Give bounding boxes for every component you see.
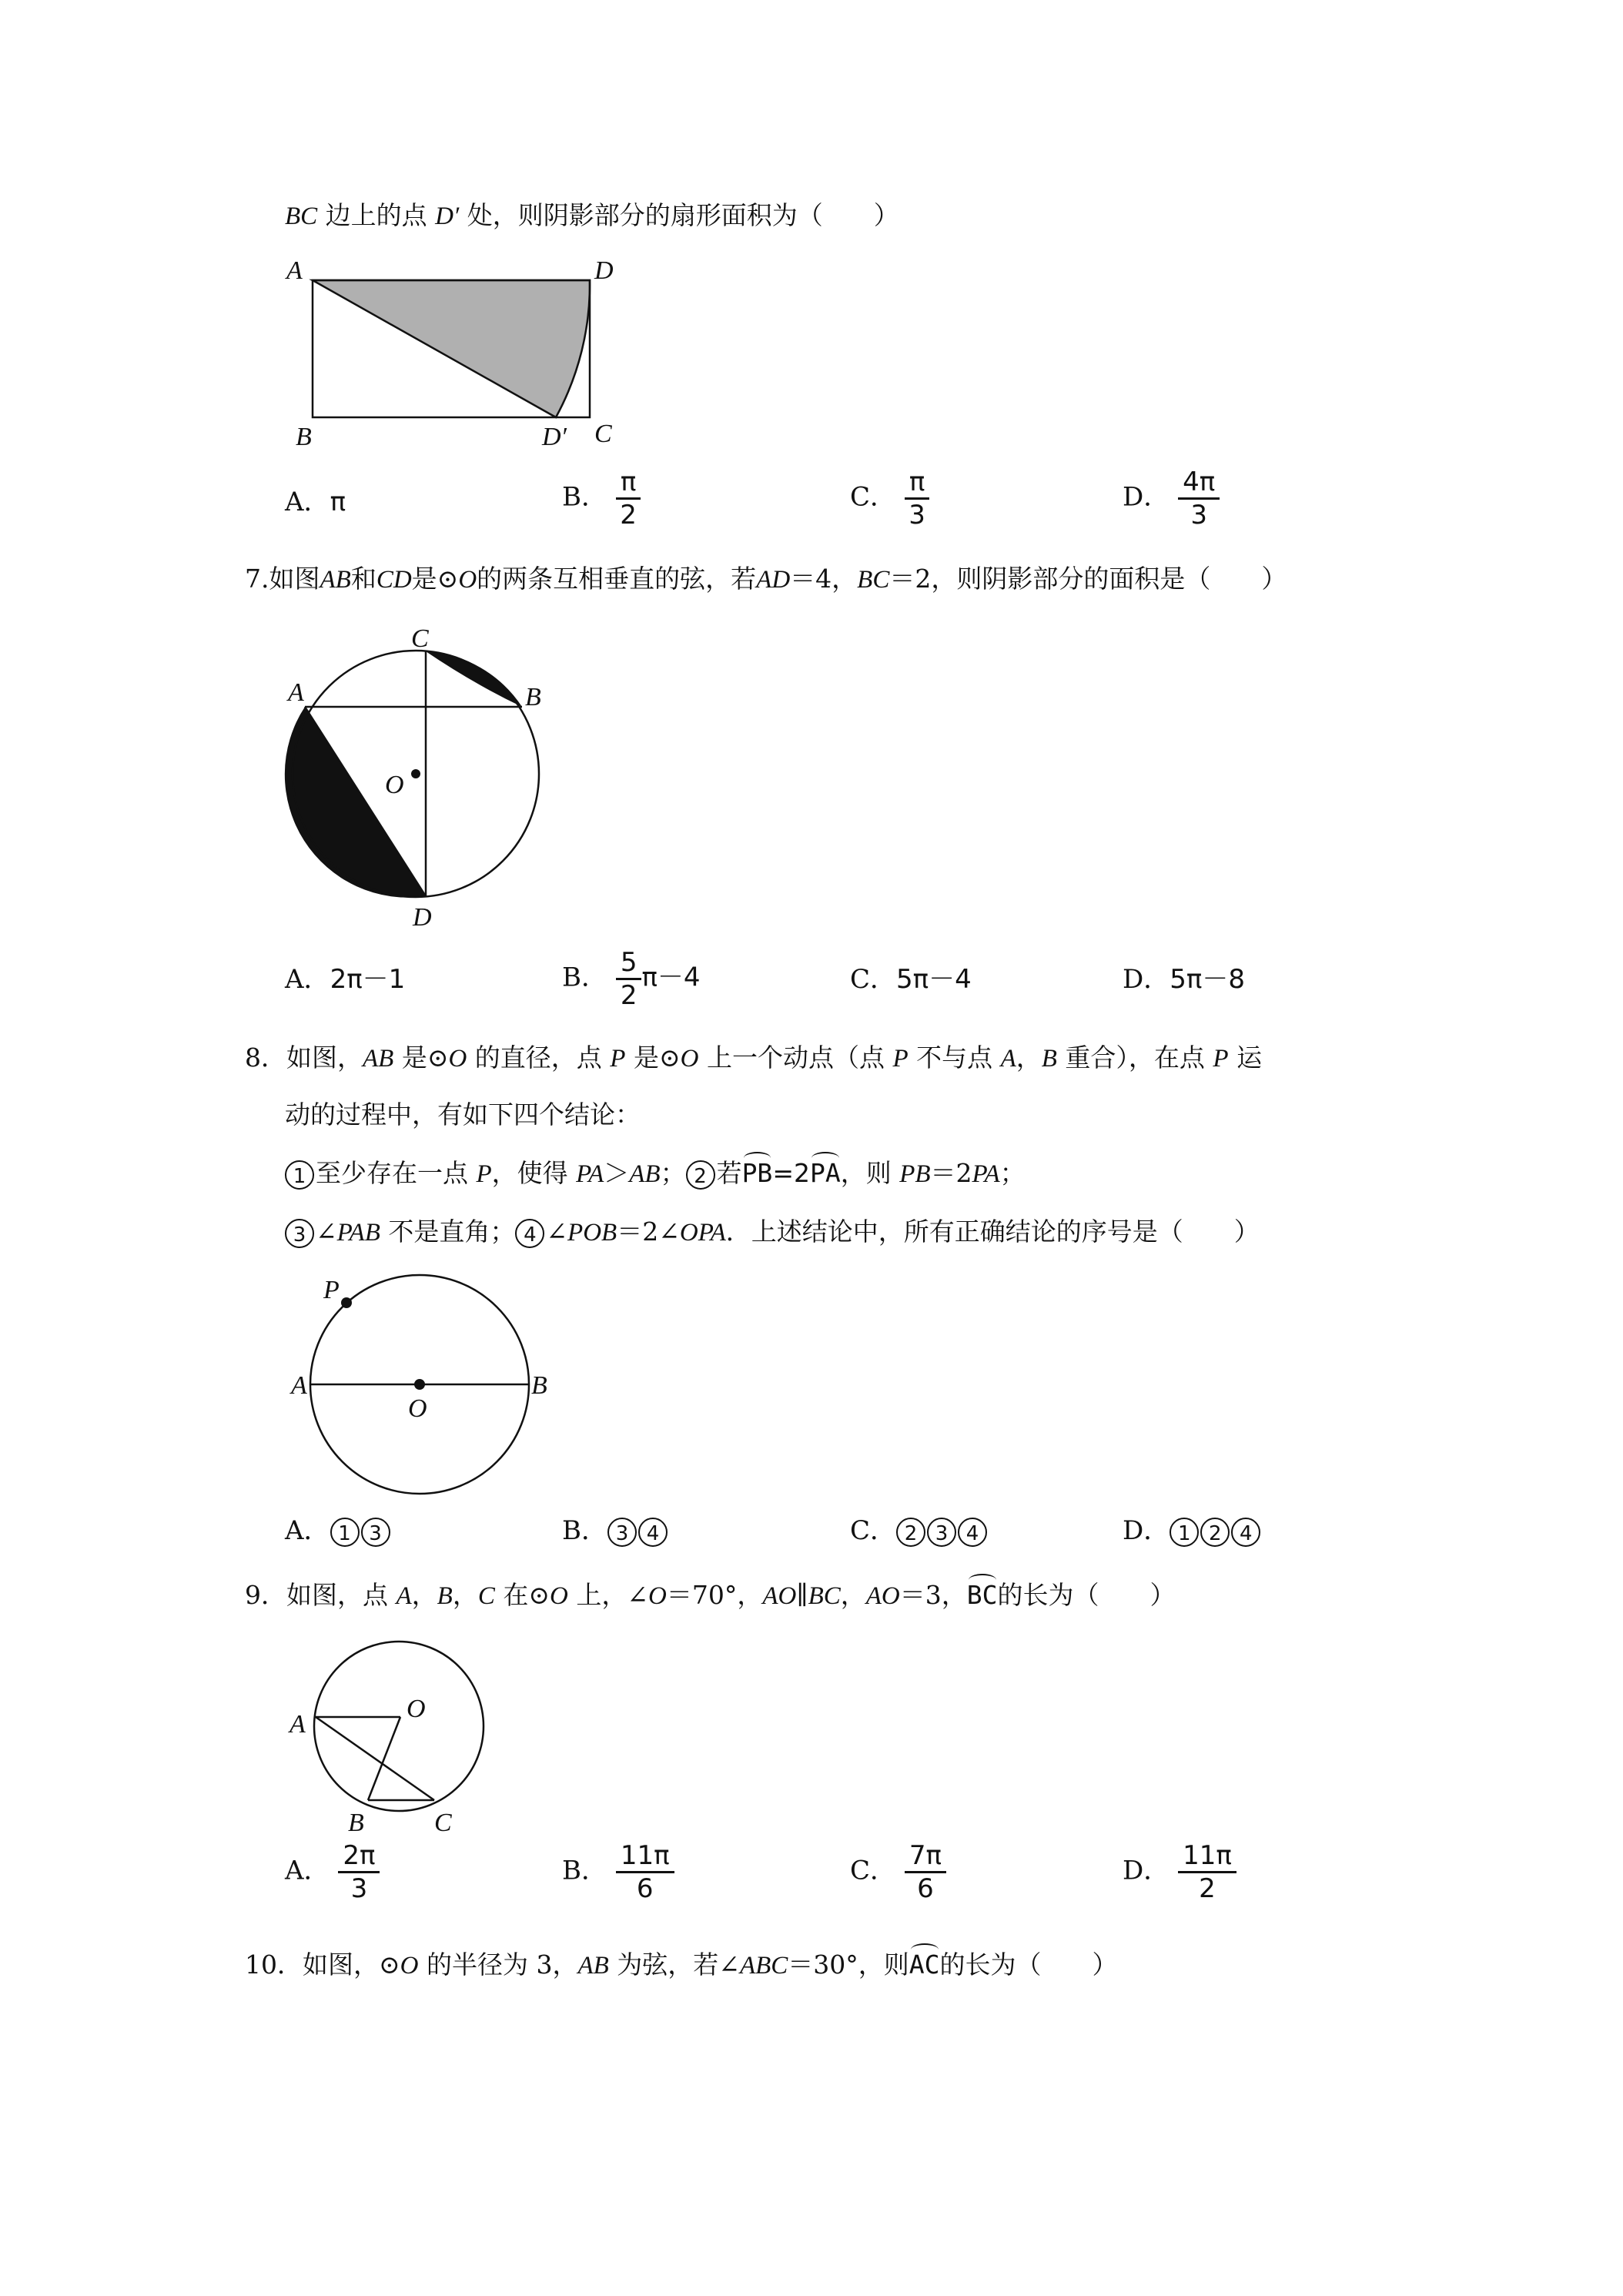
fraction: $\frac{7\pi}{6}$ — [905, 1840, 946, 1904]
q7-label-o: O — [385, 771, 404, 799]
circled-number: 2 — [896, 1518, 925, 1547]
q7-option-d[interactable]: D．5π－8 — [1123, 964, 1245, 995]
circled-number: 4 — [515, 1219, 544, 1248]
circled-number: 2 — [1200, 1518, 1230, 1547]
q9-stem: 9．如图，点 A，B，C 在⊙O 上，∠O＝70°，AO∥BC，AO＝3，BC的长为（ ） — [245, 1578, 1176, 1613]
arc-notation: PB — [742, 1156, 773, 1190]
q8-option-a[interactable]: A． 1 3 — [285, 1514, 392, 1548]
fraction: $\frac{\pi}{2}$ — [616, 467, 641, 530]
circled-number: 3 — [927, 1518, 956, 1547]
arc-notation: AC — [909, 1948, 940, 1982]
circled-number: 3 — [285, 1219, 314, 1248]
q8-option-c[interactable]: C． 2 3 4 — [850, 1514, 989, 1548]
q8-stem-line-1: 8．如图，AB 是⊙O 的直径，点 P 是⊙O 上一个动点（点 P 不与点 A，B 重合），在点 P 运 — [245, 1043, 1263, 1073]
arc-notation: PA — [810, 1156, 841, 1190]
q8-label-a: A — [291, 1371, 307, 1400]
q6-option-a[interactable]: A．π — [285, 487, 346, 517]
q8-stem-line-4: 3 ∠PAB 不是直角； 4 ∠POB＝2∠OPA．上述结论中，所有正确结论的序号是（ ） — [285, 1215, 1260, 1250]
q9-option-d[interactable]: D． $\frac{11\pi}{2}$ — [1123, 1840, 1236, 1904]
fraction: $\frac{4\pi}{3}$ — [1178, 467, 1220, 530]
q9-label-a: A — [289, 1710, 306, 1739]
q10-stem: 10．如图，⊙O 的半径为 3，AB 为弦，若∠ABC＝30°，则AC的长为（ ） — [245, 1948, 1118, 1983]
q8-stem-line-2: 动的过程中，有如下四个结论： — [285, 1099, 641, 1130]
circled-number: 3 — [607, 1518, 637, 1547]
circled-number: 2 — [686, 1160, 715, 1190]
q6-stem: BC 边上的点 D′ 处，则阴影部分的扇形面积为（ ） — [285, 200, 899, 230]
arc-notation: BC — [967, 1578, 998, 1612]
q9-segment-ac — [316, 1717, 434, 1800]
q9-option-c[interactable]: C． $\frac{7\pi}{6}$ — [850, 1840, 946, 1904]
q6-shaded-sector — [313, 280, 590, 417]
circled-number: 4 — [1231, 1518, 1260, 1547]
fraction: $\frac{11\pi}{6}$ — [616, 1840, 674, 1904]
q6-label-dprime: D′ — [542, 423, 567, 451]
q8-option-b[interactable]: B． 3 4 — [562, 1514, 669, 1548]
q7-stem: 7.如图AB和CD是⊙O的两条互相垂直的弦，若AD＝4，BC＝2，则阴影部分的面积是（ ） — [245, 564, 1287, 594]
q7-option-a[interactable]: A．2π－1 — [285, 964, 406, 995]
q6-figure — [285, 254, 639, 462]
q6-label-b: B — [296, 423, 312, 451]
q7-shaded-segment-cb — [426, 651, 522, 707]
q6-option-b[interactable]: B． $\frac{\pi}{2}$ — [562, 467, 641, 530]
circled-number: 1 — [330, 1518, 360, 1547]
q6-label-d: D — [594, 256, 614, 285]
q9-label-b: B — [348, 1809, 364, 1837]
circled-number: 4 — [638, 1518, 668, 1547]
q9-option-b[interactable]: B． $\frac{11\pi}{6}$ — [562, 1840, 674, 1904]
q8-label-p: P — [323, 1276, 340, 1304]
q7-option-c[interactable]: C．5π－4 — [850, 964, 972, 995]
circled-number: 4 — [958, 1518, 987, 1547]
q7-label-d: D — [413, 903, 432, 932]
q8-option-d[interactable]: D． 1 2 4 — [1123, 1514, 1262, 1548]
circled-number: 1 — [285, 1160, 314, 1190]
circled-number: 3 — [361, 1518, 390, 1547]
fraction: $\frac{2\pi}{3}$ — [338, 1840, 380, 1904]
q7-label-a: A — [288, 678, 304, 707]
fraction: $\frac{5}{2}$ — [616, 947, 642, 1011]
q7-center-dot — [411, 769, 420, 778]
fraction: $\frac{\pi}{3}$ — [905, 467, 929, 530]
q8-center-dot — [414, 1379, 425, 1390]
q8-figure — [277, 1270, 570, 1501]
q9-label-o: O — [407, 1695, 426, 1723]
q7-label-c: C — [411, 624, 429, 653]
q8-point-p-dot — [341, 1297, 352, 1308]
q6-option-d[interactable]: D． $\frac{4\pi}{3}$ — [1123, 467, 1220, 530]
q7-shaded-segment-ad — [285, 707, 426, 898]
q9-option-a[interactable]: A． $\frac{2\pi}{3}$ — [285, 1840, 380, 1904]
q9-circle — [314, 1642, 484, 1811]
q7-figure — [277, 616, 570, 939]
fraction: $\frac{11\pi}{2}$ — [1178, 1840, 1236, 1904]
q6-option-c[interactable]: C． $\frac{\pi}{3}$ — [850, 467, 929, 530]
q7-label-b: B — [525, 683, 541, 711]
q8-stem-line-3: 1 至少存在一点 P，使得 PA＞AB； 2 若PB=2PA，则 PB＝2PA； — [285, 1156, 1026, 1191]
q7-option-b[interactable]: B． $\frac{5}{2}$ π－4 — [562, 947, 701, 1011]
q8-label-o: O — [408, 1394, 427, 1423]
circled-number: 1 — [1170, 1518, 1199, 1547]
q9-label-c: C — [434, 1809, 452, 1837]
q6-label-a: A — [286, 256, 303, 285]
q6-label-c: C — [594, 420, 612, 448]
q9-figure — [277, 1632, 508, 1840]
q8-label-b: B — [531, 1371, 547, 1400]
q9-segment-ob — [368, 1717, 400, 1800]
